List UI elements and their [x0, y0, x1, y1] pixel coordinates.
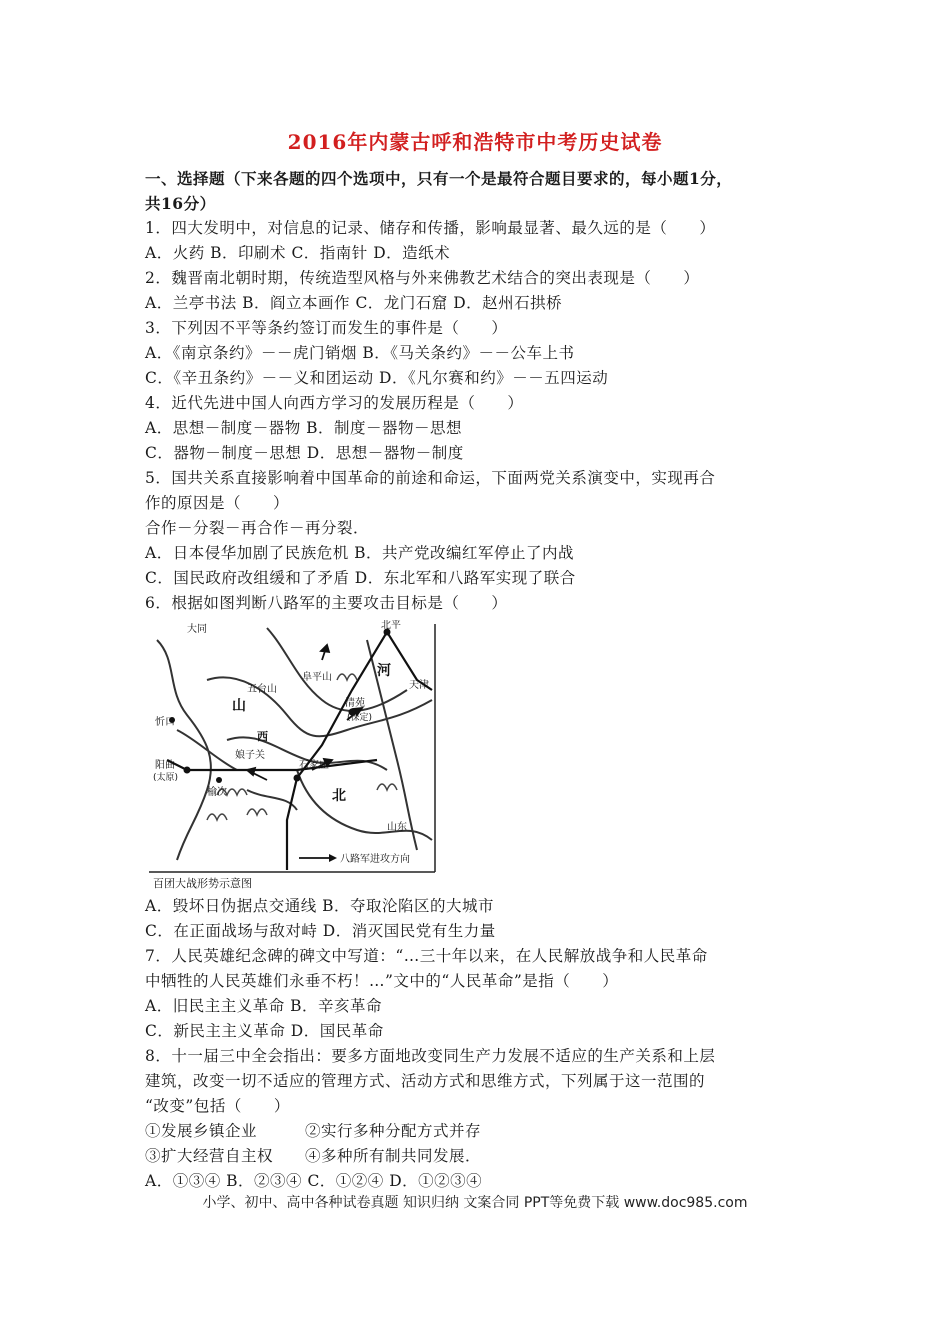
question-7-options-cd: C．新民主主义革命 D．国民革命 [145, 1022, 384, 1040]
question-7-stem-cont: 中牺牲的人民英雄们永垂不朽！…”文中的“人民革命”是指（ ） [145, 972, 619, 990]
question-6-options-cd: C．在正面战场与敌对峙 D．消灭国民党有生力量 [145, 922, 496, 940]
question-5-sequence: 合作－分裂－再合作－再分裂． [145, 519, 370, 537]
map-label-wutaishan: 五台山 [247, 684, 277, 695]
question-7-stem: 7．人民英雄纪念碑的碑文中写道：“…三十年以来，在人民解放战争和人民革命 [145, 947, 708, 965]
map-label-yuci: 榆次 [207, 787, 227, 798]
map-label-niangziguan: 娘子关 [235, 750, 265, 761]
page-footer: 小学、初中、高中各种试卷真题 知识归纳 文案合同 PPT等免费下载 www.doc985.com [202, 1195, 748, 1211]
question-6-stem: 6．根据如图判断八路军的主要攻击目标是（ ） [145, 594, 508, 612]
question-8-stem-cont-2: “改变”包括（ ） [145, 1097, 290, 1115]
question-8-items-34: ③扩大经营自主权 ④多种所有制共同发展． [145, 1147, 482, 1165]
map-mountains [207, 674, 397, 820]
map-label-datong: 大同 [187, 624, 207, 635]
question-3-stem: 3．下列因不平等条约签订而发生的事件是（ ） [145, 319, 508, 337]
map-label-beiping: 北平 [381, 620, 401, 631]
map-label-baoding: (保定) [347, 713, 373, 723]
exam-content [145, 166, 815, 1194]
map-label-yangqu: 阳曲 [155, 760, 175, 771]
map-label-shijiazhuang: 石家庄 [299, 760, 329, 771]
map-caption: 百团大战形势示意图 [153, 877, 252, 890]
question-2-options: A．兰亭书法 B．阎立本画作 C．龙门石窟 D．赵州石拱桥 [145, 294, 563, 312]
question-1-options: A．火药 B．印刷术 C．指南针 D．造纸术 [145, 244, 451, 262]
question-4-options-ab: A．思想－制度－器物 B．制度－器物－思想 [145, 419, 463, 437]
section-heading: 一、选择题（下来各题的四个选项中，只有一个是最符合题目要求的，每小题1分， [145, 169, 733, 188]
map-label-shandong: 山东 [387, 822, 407, 833]
question-2-stem: 2．魏晋南北朝时期，传统造型风格与外来佛教艺术结合的突出表现是（ ） [145, 269, 700, 287]
map-region-xi: 西 [257, 730, 268, 743]
question-5-stem: 5．国共关系直接影响着中国革命的前途和命运，下面两党关系演变中，实现再合 [145, 469, 716, 487]
question-3-options-ab: A．《南京条约》－－虎门销烟 B．《马关条约》－－公车上书 [145, 344, 575, 362]
map-label-xinkou: 忻口 [155, 717, 175, 728]
question-1-stem: 1．四大发明中，对信息的记录、储存和传播，影响最显著、最久远的是（ ） [145, 219, 716, 237]
question-4-stem: 4．近代先进中国人向西方学习的发展历程是（ ） [145, 394, 524, 412]
question-7-options-ab: A．旧民主主义革命 B．辛亥革命 [145, 997, 383, 1015]
map-legend-label: 八路军进攻方向 [340, 854, 410, 865]
question-3-options-cd: C．《辛丑条约》－－义和团运动 D．《凡尔赛和约》－－五四运动 [145, 369, 609, 387]
question-5-options-ab: A．日本侵华加剧了民族危机 B．共产党改编红军停止了内战 [145, 544, 575, 562]
map-label-fupingshan: 阜平山 [302, 672, 332, 683]
map-label-tianjin: 天津 [409, 680, 429, 691]
section-heading-cont: 共16分） [145, 194, 216, 213]
question-5-stem-cont: 作的原因是（ ） [145, 494, 290, 512]
map-label-taiyuan: (太原) [153, 773, 179, 783]
map-region-shan: 山 [232, 698, 246, 714]
question-8-items-12: ①发展乡镇企业 ②实行多种分配方式并存 [145, 1122, 482, 1140]
map-region-he: 河 [377, 663, 391, 679]
page-title: 2016年内蒙古呼和浩特市中考历史试卷 [287, 130, 663, 154]
question-4-options-cd: C．器物－制度－思想 D．思想－器物－制度 [145, 444, 464, 462]
question-8-stem: 8．十一届三中全会指出：要多方面地改变同生产力发展不适应的生产关系和上层 [145, 1047, 716, 1065]
question-8-options: A．①③④ B．②③④ C．①②④ D．①②③④ [145, 1172, 483, 1190]
hundred-regiments-map [147, 620, 439, 890]
map-legend-arrow-head [329, 854, 337, 862]
map-region-bei: 北 [332, 788, 346, 804]
question-8-stem-cont: 建筑，改变一切不适应的管理方式、活动方式和思维方式，下列属于这一范围的 [145, 1072, 706, 1090]
question-5-options-cd: C．国民政府改组缓和了矛盾 D．东北军和八路军实现了联合 [145, 569, 576, 587]
map-label-qingyuan: 清苑 [345, 698, 365, 709]
question-6-options-ab: A．毁坏日伪据点交通线 B．夺取沦陷区的大城市 [145, 897, 495, 915]
